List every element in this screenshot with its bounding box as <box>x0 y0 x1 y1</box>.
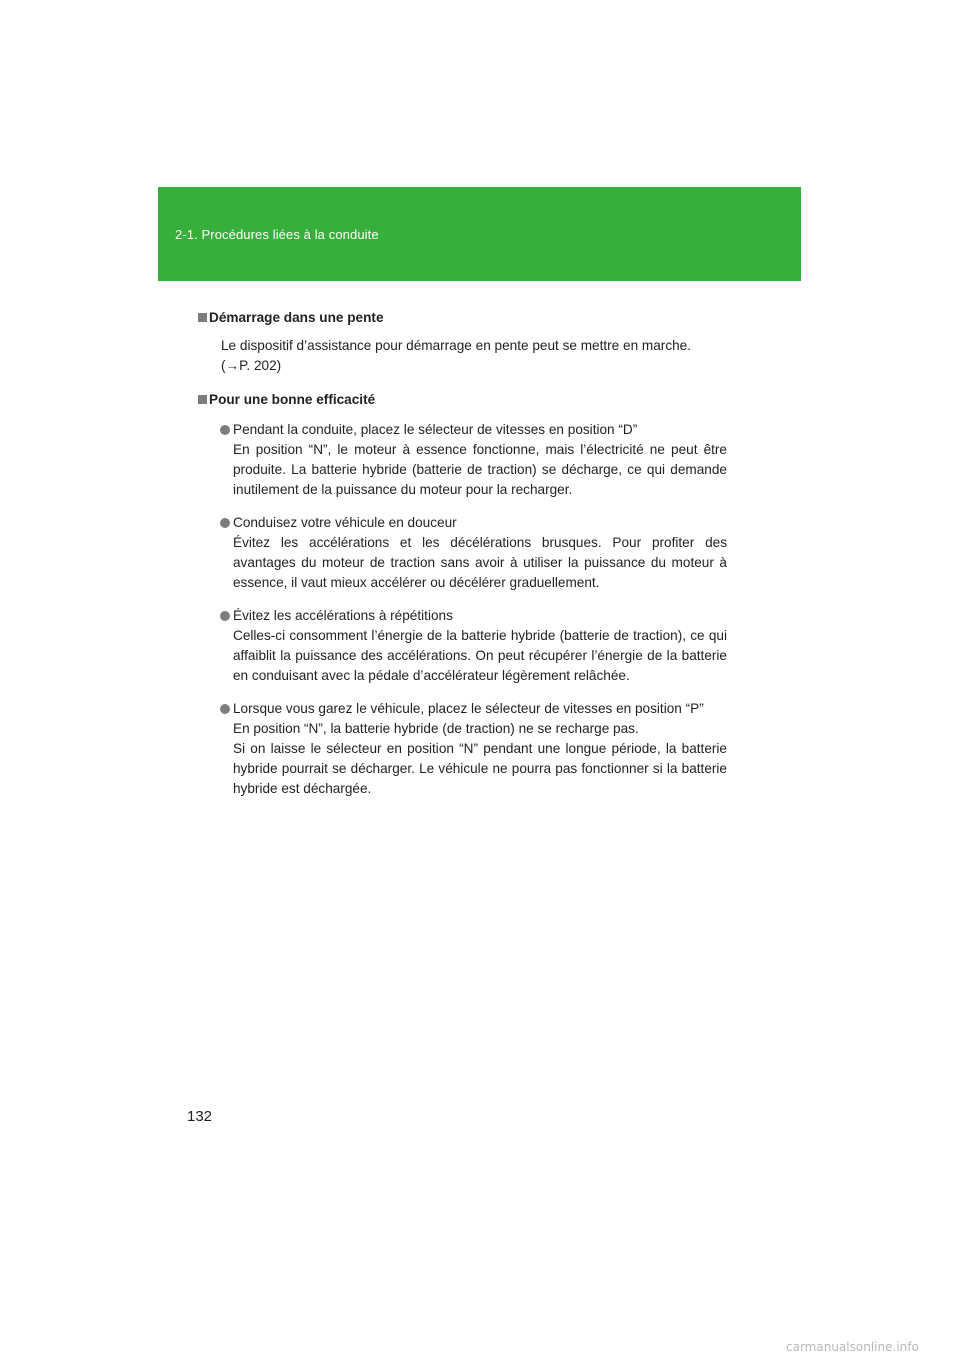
square-bullet-icon <box>198 313 207 322</box>
round-bullet-icon <box>220 425 230 435</box>
bullet-body-continued: Si on laisse le sélecteur en position “N” pendant une longue période, la batterie hybride pourrait se décharger. Le véhicule ne pourra pas fonctionner si la batterie hybride est déchargée. <box>233 741 727 796</box>
round-bullet-icon <box>220 704 230 714</box>
bullet-body: Évitez les accélérations et les décélérations brusques. Pour profiter des avantages du moteur de traction sans avoir à utiliser la puissance du moteur à essence, il vaut mieux accélérer ou décélérer graduellement. <box>233 535 727 590</box>
bullet-body: En position “N”, la batterie hybride (de traction) ne se recharge pas. <box>233 721 639 736</box>
bullet-body: Celles-ci consomment l’énergie de la batterie hybride (batterie de traction), ce qui affaiblit la puissance des accélérations. On peut récupérer l’énergie de la batterie en conduisant avec la pédale d’accélérateur légèrement relâchée. <box>233 628 727 683</box>
list-item <box>233 420 727 500</box>
bullet-body: En position “N”, le moteur à essence fonctionne, mais l’électricité ne peut être produite. La batterie hybride (batterie de traction) se décharge, ce qui demande inutilement de la puissance du moteur pour la recharger. <box>233 442 727 497</box>
round-bullet-icon <box>220 611 230 621</box>
bullet-title: Lorsque vous garez le véhicule, placez le sélecteur de vitesses en position “P” <box>233 701 704 716</box>
list-item <box>233 606 727 686</box>
list-item <box>233 699 727 799</box>
page-reference-link[interactable]: (→P. 202) <box>221 358 282 373</box>
section-heading-hill-start <box>209 308 727 328</box>
bullet-title: Pendant la conduite, placez le sélecteur de vitesses en position “D” <box>233 422 638 437</box>
section-heading-efficiency <box>209 390 727 410</box>
hill-start-paragraph <box>221 336 727 376</box>
list-item <box>233 513 727 593</box>
section-title: 2-1. Procédures liées à la conduite <box>175 227 379 242</box>
page-number: 132 <box>187 1108 213 1125</box>
page-content <box>209 308 727 812</box>
paragraph-text: Le dispositif d’assistance pour démarrage en pente peut se mettre en marche. <box>221 338 692 353</box>
heading-text: Pour une bonne efficacité <box>209 392 376 407</box>
round-bullet-icon <box>220 518 230 528</box>
square-bullet-icon <box>198 395 207 404</box>
bullet-title: Conduisez votre véhicule en douceur <box>233 515 457 530</box>
heading-text: Démarrage dans une pente <box>209 310 384 325</box>
watermark: carmanualsonline.info <box>786 1340 919 1354</box>
bullet-title: Évitez les accélérations à répétitions <box>233 608 453 623</box>
